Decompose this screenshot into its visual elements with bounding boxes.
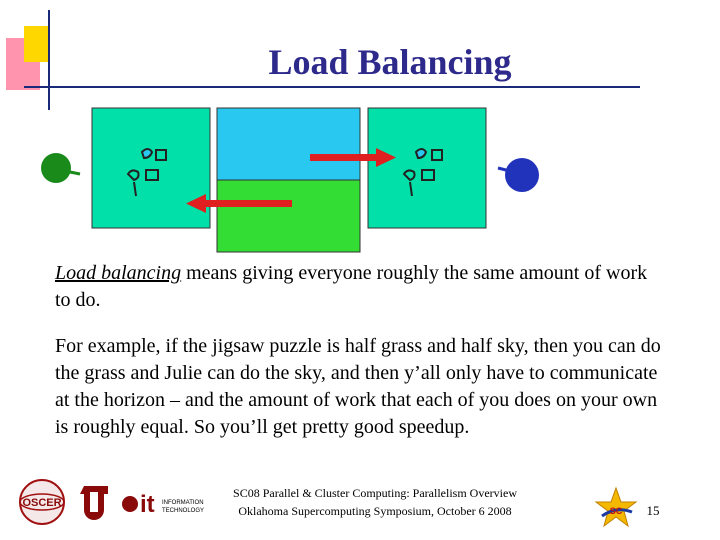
oscer-logo [20,480,64,524]
jigsaw-puzzle-illustration [0,100,720,260]
person-left [41,153,80,183]
footer-logos [6,476,206,528]
slide-title: Load Balancing [268,42,512,82]
svg-text:TECHNOLOGY: TECHNOLOGY [162,508,205,514]
paragraph-definition-text: means giving everyone roughly the same amount of work to do. [55,262,648,311]
person-right [498,158,539,192]
corner-decoration-vertical-line [48,10,50,110]
conference-star-logo [594,486,638,530]
title-underline-rule [24,86,640,88]
svg-text:INFORMATION: INFORMATION [162,500,204,506]
svg-text:it: it [140,491,155,518]
corner-decoration-yellow [24,26,48,62]
footer-line-1: SC08 Parallel & Cluster Computing: Parallelism Overview [233,486,517,500]
page-number: 15 [646,503,660,518]
term-load-balancing: Load balancing [55,262,182,284]
svg-text:SC: SC [609,506,623,516]
footer-caption [195,484,555,520]
footer-line-2: Oklahoma Supercomputing Symposium, October 6 2008 [238,504,512,518]
paragraph-example: For example, if the jigsaw puzzle is half grass and half sky, then you can do the grass and Julie can do the sky, and then y’all only have to communicate at the horizon – and the amount of work that each of you does on your own is roughly equal. So you’ll get pretty good speedup. [55,335,661,438]
ou-logo [80,486,108,520]
puzzle-sky-half [217,108,360,180]
puzzle-grass-half [217,180,360,252]
left-worker-table [92,108,210,228]
paragraph-definition [55,260,665,314]
it-logo [122,491,204,518]
svg-text:OSCER: OSCER [22,497,62,509]
right-worker-table [368,108,486,228]
